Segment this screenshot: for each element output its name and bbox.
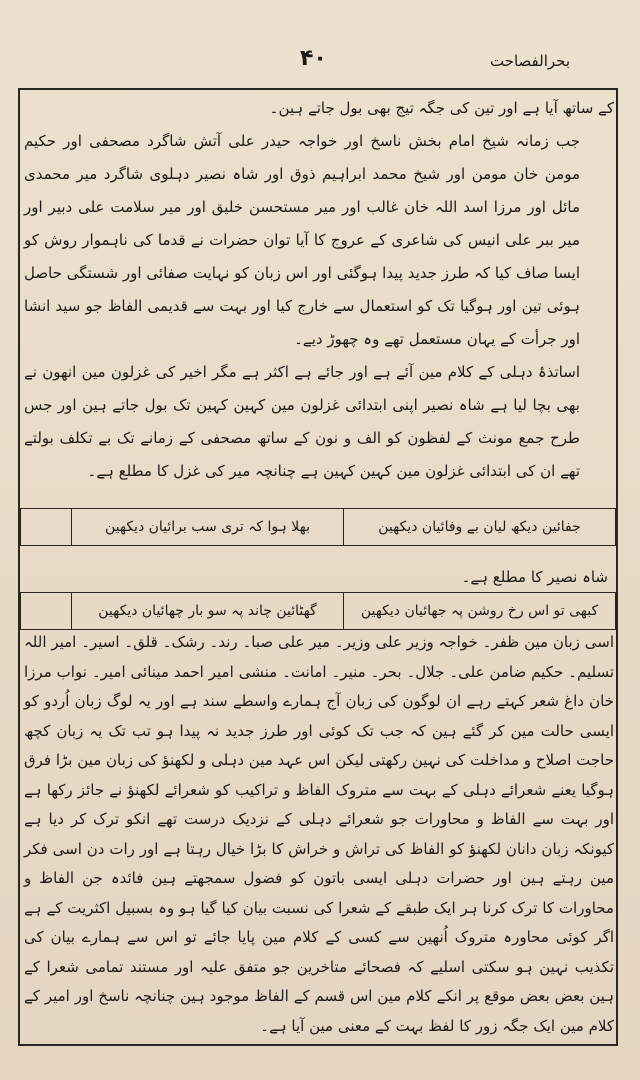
verse-table-mir: [20, 508, 616, 546]
shah-naseer-heading: شاہ نصیر کا مطلع ہے۔: [461, 568, 608, 586]
paragraph-4: اسی زبان مین ظفر۔ خواجہ وزیر علی وزیر۔ میر علی صبا۔ رند۔ رشک۔ قلق۔ اسیر۔ امیر اللہ تسلیم۔ حکیم ضامن علی۔ جلال۔ بحر۔ منیر۔ امانت۔ منشی امیر احمد مینائی امیر۔ نواب مرزا خان داغ شعر کہتے رہے ان لوگون کی زبان آج ہمارے واسطے سند ہے اور یہ لوگ زبان اُردو کو ایسی حالت مین کر گئے ہین کہ جب تک کوئی اور طرز جدید نہ پیدا ہو تب تک یہ زبان کچھ حاجت اصلاح و مداخلت کی نہین رکھتی لیکن اس عہد مین دہلی و لکھنؤ کی زبان مین بڑا فرق ہوگیا یعنے شعرائے دہلی کے بہت سے متروک الفاظ و تراکیب کو شعرائے لکھنؤ نے جائز رکھا ہے اور بہت سے الفاظ و محاورات جو شعرائے دہلی کے نزدیک درست تھے انکو ترک کر دیا ہے کیونکہ زبان دانان لکھنؤ کو الفاظ کی تراش و خراش کا بڑا خیال رہتا ہے اور رات دن اسی فکر مین رہتے ہین اور حضرات دہلی ایسی باتون کو فضول سمجھتے ہین فائدہ جن الفاظ و محاورات کا ترک کرنا ہر ایک طبقے کے شعرا کی نسبت بیان کیا گیا ہو وہ بسبیل اکثریت کے ہے اگر کوئی محاورہ متروک اُنھین سے کسی کے کلام مین پایا جائے تو اس سے ہمارے بیان کی تکذیب نہین ہو سکتی اسلیے کہ فصحائے متاخرین جو متفق علیہ اور مستند تمامی شعرا کے ہین بعض بعض موقع پر انکے کلام مین اس قسم کے الفاظ موجود ہین چنانچہ ناسخ اور امیر کے کلام مین ایک جگہ زور کا لفظ بہت کے معنی مین آیا ہے۔: [24, 633, 614, 1035]
paragraph-2: جب زمانہ شیخ امام بخش ناسخ اور خواجہ حیدر علی آتش شاگرد مصحفی اور حکیم مومن خان مومن اور شیخ محمد ابراہیم ذوق اور شاہ نصیر دہلوی شاگرد میر محمدی مائل اور مرزا اسد اللہ خان غالب اور میر مستحسن خلیق اور میر سلامت علی دبیر اور میر ببر علی انیس کی شاعری کے عروج کا آیا توان حضرات نے قدما کی ناہموار روش کو ایسا صاف کیا کہ طرز جدید پیدا ہوگئی اور اس زبان کو نہایت صفائی اور شستگی حاصل ہوئی تین اور ہوگیا تک کو استعمال سے خارج کیا اور بہت سے قدیمی الفاظ جو سید انشا اور جرأت کے یہان مستعمل تھے وہ چھوڑ دیے۔: [24, 132, 580, 348]
verse-2-first-hemistich: کبھی تو اس رخ روشن پہ جھائیان دیکھین: [344, 593, 616, 630]
paragraph-3: اساتذۂ دہلی کے کلام مین آئے ہے اور جائے ہے اکثر ہے مگر اخیر کی غزلون مین انھون نے بھی بچا لیا ہے شاہ نصیر اپنی ابتدائی غزلون مین کہین کہین تک بول جاتے ہین اور جس طرح جمع مونث کے لفظون کو الف و نون کے ساتھ مصحفی کے زمانے تک بے تکلف بولتے تھے ان کی ابتدائی غزلون مین کہین کہین ہے چنانچہ میر کی غزل کا مطلع ہے۔: [24, 363, 580, 480]
verse-1-end-cell: [21, 509, 72, 546]
page-number: ۴۰: [300, 46, 327, 71]
text-block-bottom: [24, 628, 614, 1041]
verse-2-second-hemistich: گھٹائین چاند پہ سو بار چھائیان دیکھین: [72, 593, 344, 630]
running-head: بحرالفصاحت: [489, 52, 570, 70]
verse-2-end-cell: [21, 593, 72, 630]
verse-table-naseer: [20, 592, 616, 630]
paragraph-1: کے ساتھ آیا ہے اور تین کی جگہ تیج بھی بول جاتے ہین۔: [269, 99, 614, 117]
text-block-top: [24, 92, 614, 488]
verse-1-first-hemistich: جفائین دیکھ لیان بے وفائیان دیکھین: [344, 509, 616, 546]
verse-1-second-hemistich: بھلا ہوا کہ تری سب برائیان دیکھین: [72, 509, 344, 546]
